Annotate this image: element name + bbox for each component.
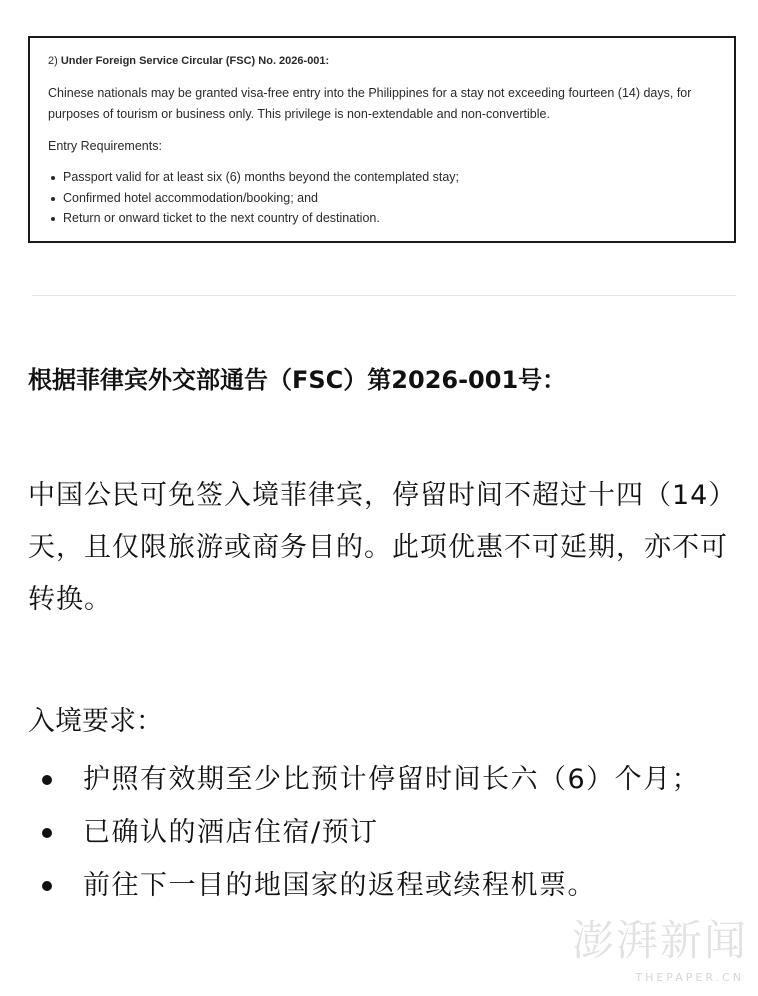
list-item: Return or onward ticket to the next country of destination.	[48, 208, 716, 229]
notice-requirements-heading: Entry Requirements:	[48, 139, 162, 153]
notice-title	[48, 53, 716, 69]
list-item: 前往下一目的地国家的返程或续程机票。	[28, 862, 740, 910]
translation-paragraph: 中国公民可免签入境菲律宾，停留时间不超过十四（14）天，且仅限旅游或商务目的。此项优惠不可延期，亦不可转换。	[28, 480, 737, 615]
list-item: 已确认的酒店住宿/预订	[28, 809, 740, 857]
notice-title-text: Under Foreign Service Circular (FSC) No. 2026-001:	[60, 55, 330, 67]
watermark-subtext: THEPAPER.CN	[635, 971, 744, 984]
watermark	[518, 916, 748, 986]
divider	[32, 295, 736, 296]
watermark-text: 澎湃新闻	[571, 916, 748, 965]
translation-title: 根据菲律宾外交部通告（FSC）第2026-001号：	[28, 366, 567, 394]
translation-requirements-list	[28, 756, 740, 915]
notice-title-number: 2)	[48, 55, 58, 67]
translation-requirements-heading: 入境要求：	[28, 706, 163, 737]
english-notice-box	[28, 36, 736, 243]
notice-paragraph: Chinese nationals may be granted visa-free entry into the Philippines for a stay not exceeding fourteen (14) days, for purposes of tourism or business only. This privilege is non-extendable and non-convertible.	[48, 86, 692, 121]
list-item: Confirmed hotel accommodation/booking; and	[48, 188, 716, 209]
list-item: 护照有效期至少比预计停留时间长六（6）个月；	[28, 756, 740, 804]
list-item: Passport valid for at least six (6) months beyond the contemplated stay;	[48, 167, 716, 188]
notice-requirements-list	[48, 167, 716, 229]
